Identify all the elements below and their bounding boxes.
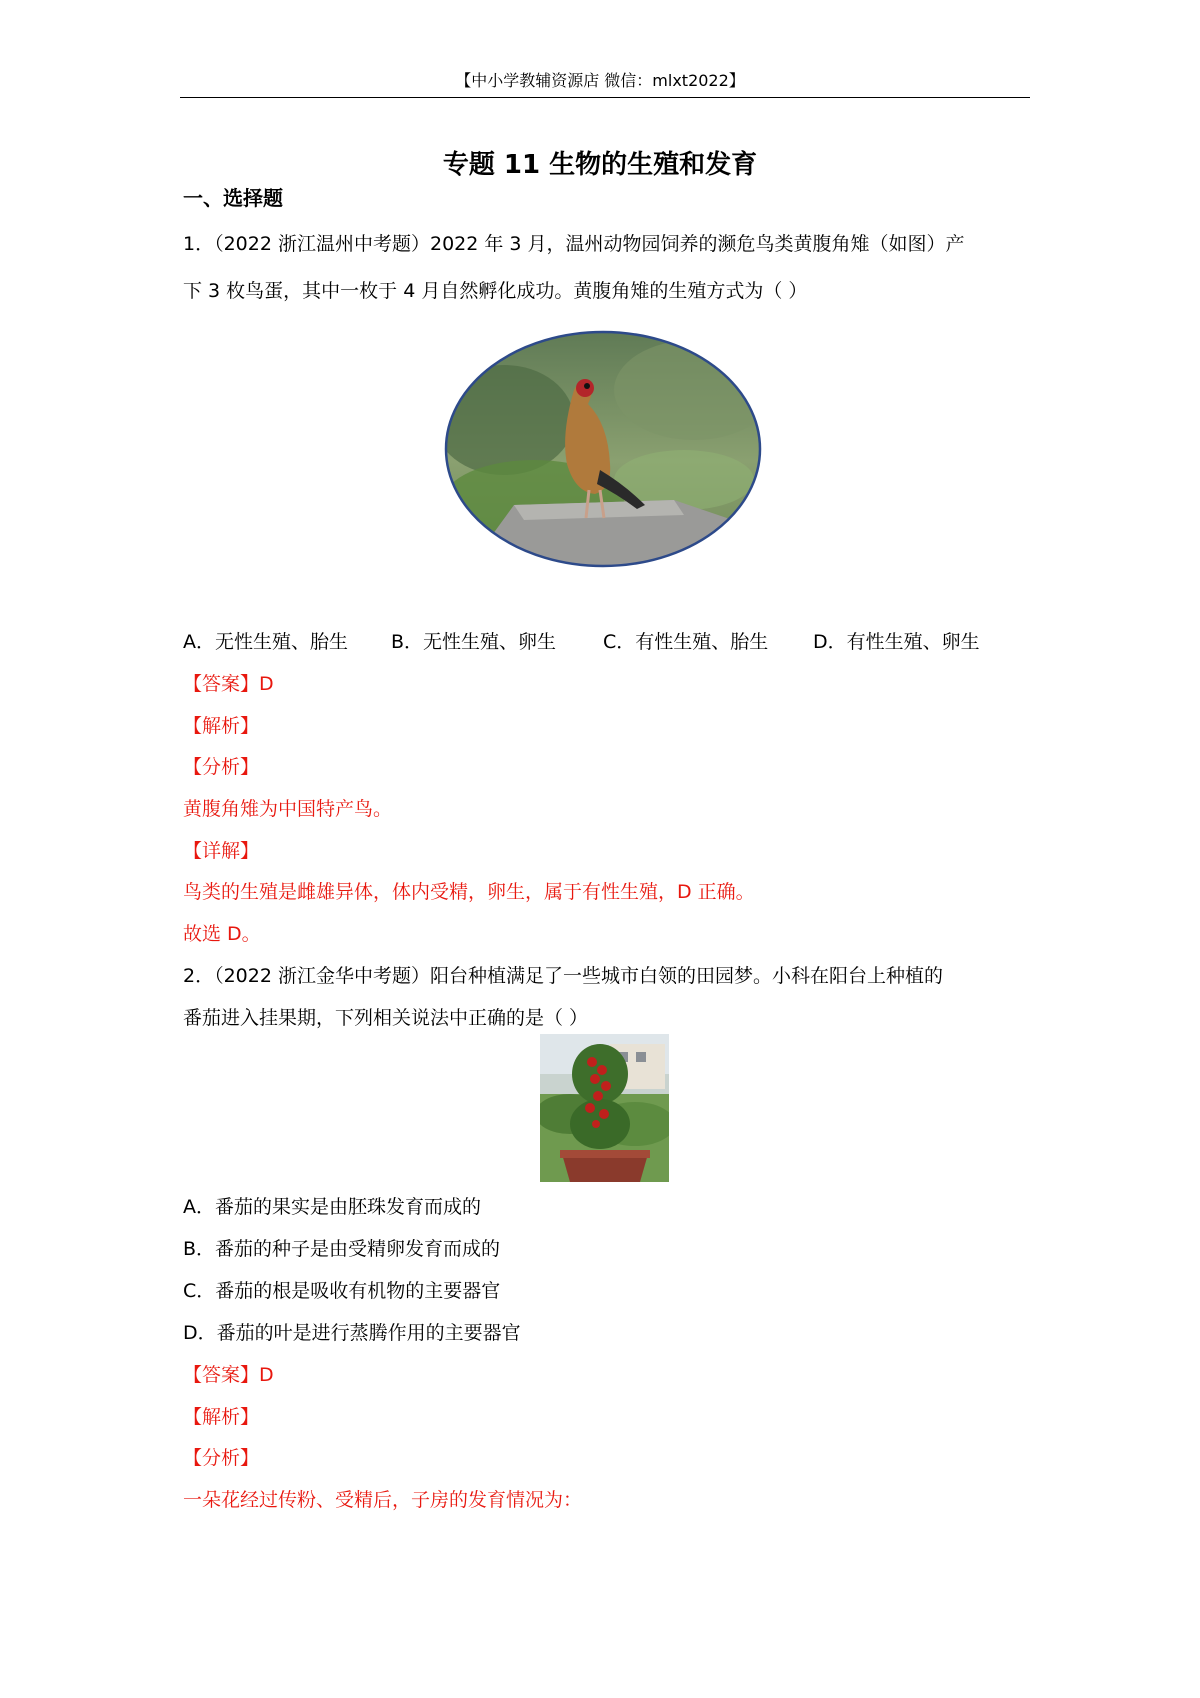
q1-option-d: D．有性生殖、卵生	[813, 631, 980, 653]
q1-option-c: C．有性生殖、胎生	[603, 631, 769, 653]
q1-stem-line1: 1．（2022 浙江温州中考题）2022 年 3 月，温州动物园饲养的濒危鸟类黄腹角雉（如图）产	[183, 233, 965, 255]
q2-option-a: A．番茄的果实是由胚珠发育而成的	[183, 1196, 481, 1218]
q2-stem-line1: 2．（2022 浙江金华中考题）阳台种植满足了一些城市白领的田园梦。小科在阳台上种植的	[183, 965, 943, 987]
q1-xiangjie-text: 鸟类的生殖是雌雄异体，体内受精，卵生，属于有性生殖，D 正确。	[183, 881, 755, 903]
page-header: 【中小学教辅资源店 微信：mlxt2022】	[455, 71, 745, 90]
q2-option-b: B．番茄的种子是由受精卵发育而成的	[183, 1238, 501, 1260]
q2-jiexi-label: 【解析】	[183, 1406, 260, 1428]
q1-option-b: B．无性生殖、卵生	[391, 631, 557, 653]
q1-fenxi-text: 黄腹角雉为中国特产鸟。	[183, 798, 393, 820]
q1-stem-line2: 下 3 枚鸟蛋，其中一枚于 4 月自然孵化成功。黄腹角雉的生殖方式为（ ）	[183, 280, 808, 302]
q1-option-a: A．无性生殖、胎生	[183, 631, 348, 653]
section-heading: 一、选择题	[183, 186, 283, 210]
q1-xiangjie-label: 【详解】	[183, 840, 260, 862]
tomato-plant-photo	[540, 1034, 669, 1182]
q2-option-d: D．番茄的叶是进行蒸腾作用的主要器官	[183, 1322, 521, 1344]
q2-answer: 【答案】D	[183, 1364, 274, 1386]
q1-answer: 【答案】D	[183, 673, 274, 695]
bird-photo	[444, 330, 762, 568]
q2-option-c: C．番茄的根是吸收有机物的主要器官	[183, 1280, 501, 1302]
header-divider	[180, 97, 1030, 98]
q1-conclusion: 故选 D。	[183, 923, 261, 945]
q2-fenxi-text: 一朵花经过传粉、受精后，子房的发育情况为：	[183, 1489, 583, 1511]
q2-fenxi-label: 【分析】	[183, 1447, 260, 1469]
q1-options	[183, 628, 1033, 656]
q1-fenxi-label: 【分析】	[183, 756, 260, 778]
q2-stem-line2: 番茄进入挂果期，下列相关说法中正确的是（ ）	[183, 1007, 589, 1029]
page-title: 专题 11 生物的生殖和发育	[442, 150, 758, 180]
q1-jiexi-label: 【解析】	[183, 715, 260, 737]
